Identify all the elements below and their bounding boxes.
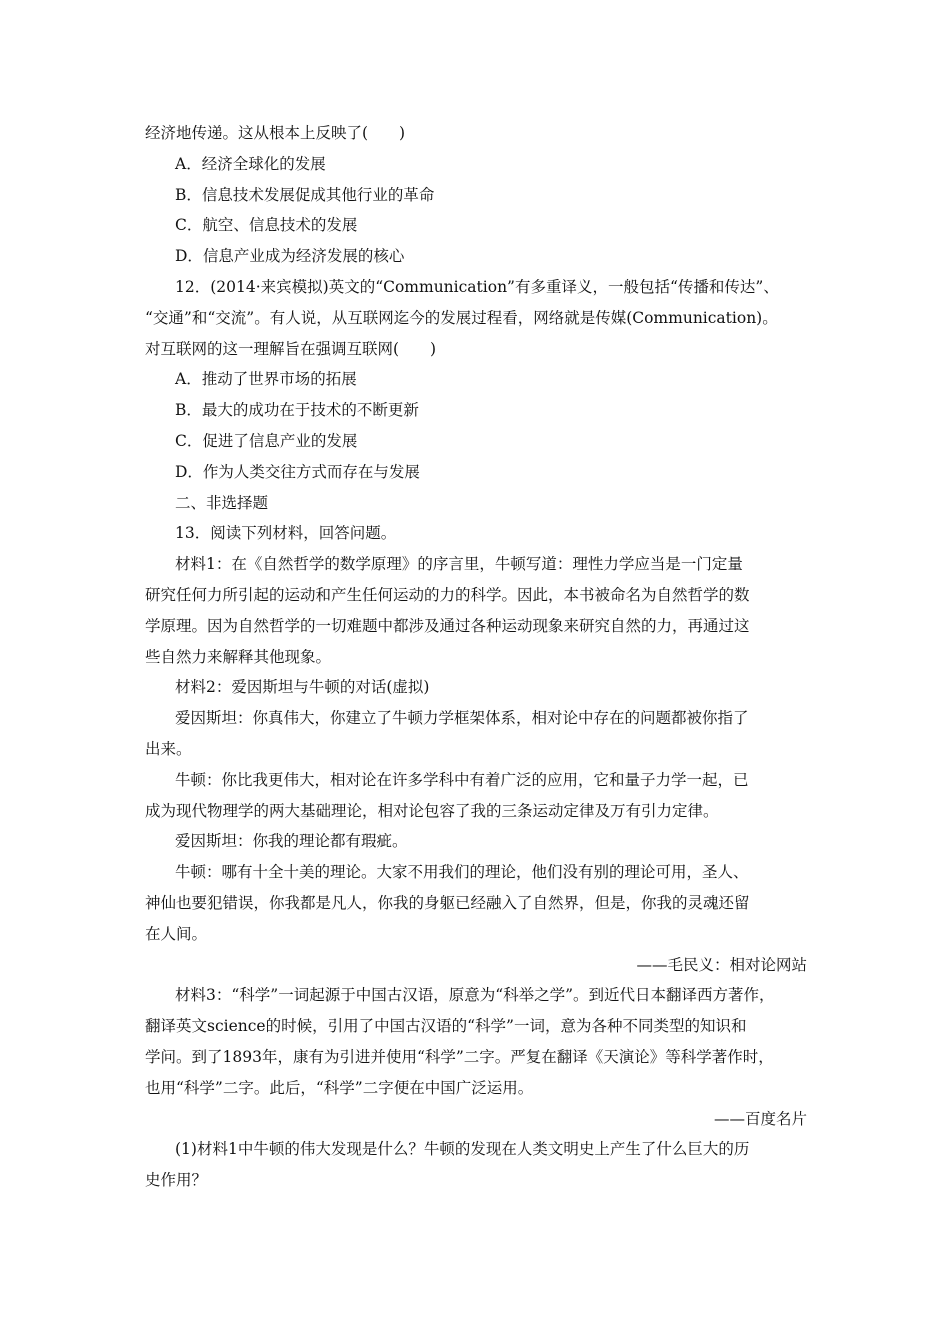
dialogue-line: 牛顿：你比我更伟大，相对论在许多学科中有着广泛的应用，它和量子力学一起，已 xyxy=(175,770,749,789)
q11-option-b: B．信息技术发展促成其他行业的革命 xyxy=(175,185,435,204)
material-1-line: 些自然力来解释其他现象。 xyxy=(145,647,332,666)
q11-stem-tail: 经济地传递。这从根本上反映了( ) xyxy=(145,124,406,142)
q13-stem: 13．阅读下列材料，回答问题。 xyxy=(175,524,397,543)
sub-question-1: 史作用？ xyxy=(145,1171,208,1190)
q11-option-c: C．航空、信息技术的发展 xyxy=(175,216,358,235)
material-1-line: 材料1：在《自然哲学的数学原理》的序言里，牛顿写道：理性力学应当是一门定量 xyxy=(175,555,743,574)
sub-question-1: (1)材料1中牛顿的伟大发现是什么？牛顿的发现在人类文明史上产生了什么巨大的历 xyxy=(175,1140,750,1159)
material-2-title: 材料2：爱因斯坦与牛顿的对话(虚拟) xyxy=(175,678,430,697)
material-2-source: ——毛民义：相对论网站 xyxy=(636,955,807,974)
document-page xyxy=(145,118,807,1196)
dialogue-line: 神仙也要犯错误，你我都是凡人，你我的身躯已经融入了自然界，但是，你我的灵魂还留 xyxy=(145,893,750,912)
dialogue-line: 在人间。 xyxy=(145,924,208,943)
q12-stem-line: 12．(2014·来宾模拟)英文的“Communication”有多重译义，一般包括“传播和传达”、 xyxy=(175,277,779,296)
dialogue-line: 爱因斯坦：你真伟大，你建立了牛顿力学框架体系，相对论中存在的问题都被你指了 xyxy=(175,709,749,728)
material-3-line: 材料3：“科学”一词起源于中国古汉语，原意为“科举之学”。到近代日本翻译西方著作， xyxy=(175,986,775,1005)
q11-option-d: D．信息产业成为经济发展的核心 xyxy=(175,247,405,266)
dialogue-line: 牛顿：哪有十全十美的理论。大家不用我们的理论，他们没有别的理论可用，圣人、 xyxy=(175,863,749,882)
section-title: 二、非选择题 xyxy=(175,493,269,512)
dialogue-line: 爱因斯坦：你我的理论都有瑕疵。 xyxy=(175,832,408,851)
material-1-line: 学原理。因为自然哲学的一切难题中都涉及通过各种运动现象来研究自然的力，再通过这 xyxy=(145,616,750,635)
q12-stem-line: 对互联网的这一理解旨在强调互联网( ) xyxy=(145,339,437,358)
q12-option-d: D．作为人类交往方式而存在与发展 xyxy=(175,462,420,481)
material-3-line: 翻译英文science的时候，引用了中国古汉语的“科学”一词，意为各种不同类型的知识和 xyxy=(145,1017,747,1036)
material-3-line: 也用“科学”二字。此后，“科学”二字便在中国广泛运用。 xyxy=(145,1078,534,1097)
q12-stem-line: “交通”和“交流”。有人说，从互联网迄今的发展过程看，网络就是传媒(Communication)。 xyxy=(145,308,778,327)
material-1-line: 研究任何力所引起的运动和产生任何运动的力的科学。因此，本书被命名为自然哲学的数 xyxy=(145,585,750,604)
q12-option-a: A．推动了世界市场的拓展 xyxy=(175,370,357,389)
q11-option-a: A．经济全球化的发展 xyxy=(175,154,326,173)
dialogue-line: 成为现代物理学的两大基础理论，相对论包容了我的三条运动定律及万有引力定律。 xyxy=(145,801,719,820)
material-3-source: ——百度名片 xyxy=(713,1109,807,1128)
dialogue-line: 出来。 xyxy=(145,739,192,758)
q12-option-b: B．最大的成功在于技术的不断更新 xyxy=(175,401,419,420)
q12-option-c: C．促进了信息产业的发展 xyxy=(175,431,358,450)
material-3-line: 学问。到了1893年，康有为引进并使用“科学”二字。严复在翻译《天演论》等科学著作时， xyxy=(145,1047,774,1066)
